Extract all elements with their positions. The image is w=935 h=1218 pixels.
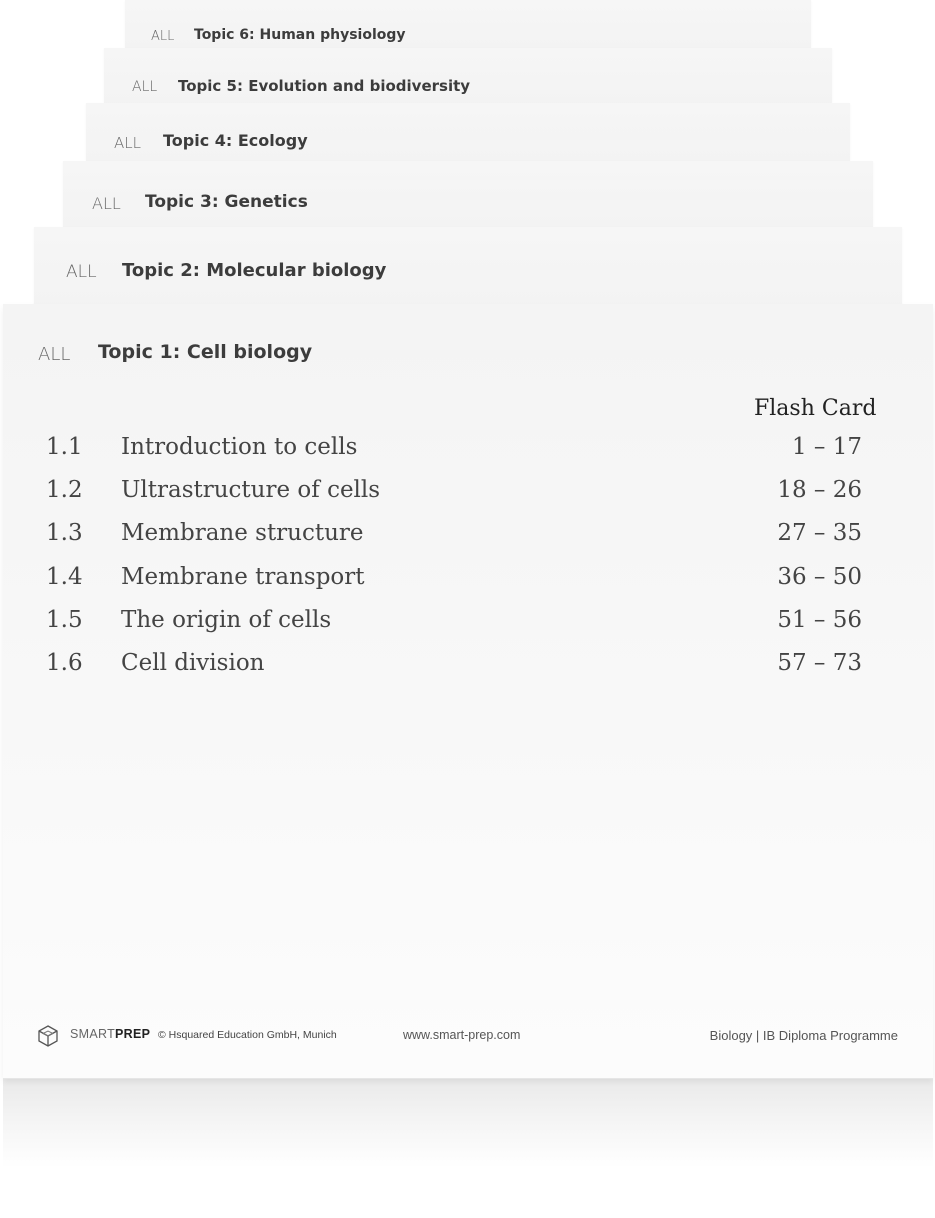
flash-card-range: 18 – 26 (777, 477, 862, 503)
topic-card-1-active (3, 304, 933, 1079)
flash-card-range: 51 – 56 (777, 607, 862, 633)
brand-logo-text (70, 1027, 150, 1041)
topic-title[interactable]: Topic 5: Evolution and biodiversity (178, 77, 471, 95)
program-label: Biology | IB Diploma Programme (709, 1028, 898, 1043)
cube-icon (36, 1024, 60, 1048)
flash-card-range: 27 – 35 (777, 520, 862, 546)
copyright-text: © Hsquared Education GmbH, Munich (158, 1029, 337, 1041)
subtopic-name: The origin of cells (121, 607, 332, 633)
subtopic-name: Membrane transport (121, 564, 365, 590)
topic-title[interactable]: Topic 2: Molecular biology (122, 260, 387, 281)
subtopic-row[interactable] (3, 650, 933, 690)
topic-card-3[interactable] (63, 161, 873, 228)
flash-card-range: 57 – 73 (777, 650, 862, 676)
topic-card-4[interactable] (86, 103, 850, 162)
subtopic-row[interactable] (3, 520, 933, 560)
subtopic-name: Membrane structure (121, 520, 364, 546)
page-shadow (3, 1078, 933, 1168)
flash-card-range: 36 – 50 (777, 564, 862, 590)
subtopic-name: Ultrastructure of cells (121, 477, 381, 503)
flash-card-range: 1 – 17 (791, 434, 862, 460)
brand-bold: PREP (115, 1027, 151, 1041)
topic-card-6[interactable] (125, 0, 811, 49)
all-label: ALL (114, 134, 141, 152)
subtopic-number: 1.4 (46, 564, 83, 590)
subtopic-name: Introduction to cells (121, 434, 358, 460)
subtopic-number: 1.6 (46, 650, 83, 676)
subtopic-number: 1.5 (46, 607, 83, 633)
subtopic-number: 1.1 (46, 434, 83, 460)
topic-title[interactable]: Topic 6: Human physiology (194, 27, 406, 43)
topic-title: Topic 1: Cell biology (98, 341, 313, 363)
all-label: ALL (38, 344, 71, 365)
subtopic-row[interactable] (3, 477, 933, 517)
topic-title[interactable]: Topic 4: Ecology (163, 131, 308, 150)
all-label: ALL (66, 262, 97, 282)
topic-card-5[interactable] (104, 48, 832, 104)
subtopic-row[interactable] (3, 434, 933, 474)
all-label: ALL (151, 29, 175, 44)
subtopic-name: Cell division (121, 650, 265, 676)
all-label: ALL (132, 79, 158, 95)
card-footer (3, 1022, 933, 1046)
subtopic-row[interactable] (3, 607, 933, 647)
brand-light: SMART (70, 1027, 116, 1041)
subtopic-number: 1.2 (46, 477, 83, 503)
topic-card-2[interactable] (34, 227, 902, 305)
subtopic-row[interactable] (3, 564, 933, 604)
website-link[interactable]: www.smart-prep.com (403, 1028, 521, 1042)
topic-title[interactable]: Topic 3: Genetics (145, 192, 308, 212)
all-label: ALL (92, 194, 121, 213)
flash-card-column-header: Flash Card (754, 396, 877, 421)
subtopic-number: 1.3 (46, 520, 83, 546)
